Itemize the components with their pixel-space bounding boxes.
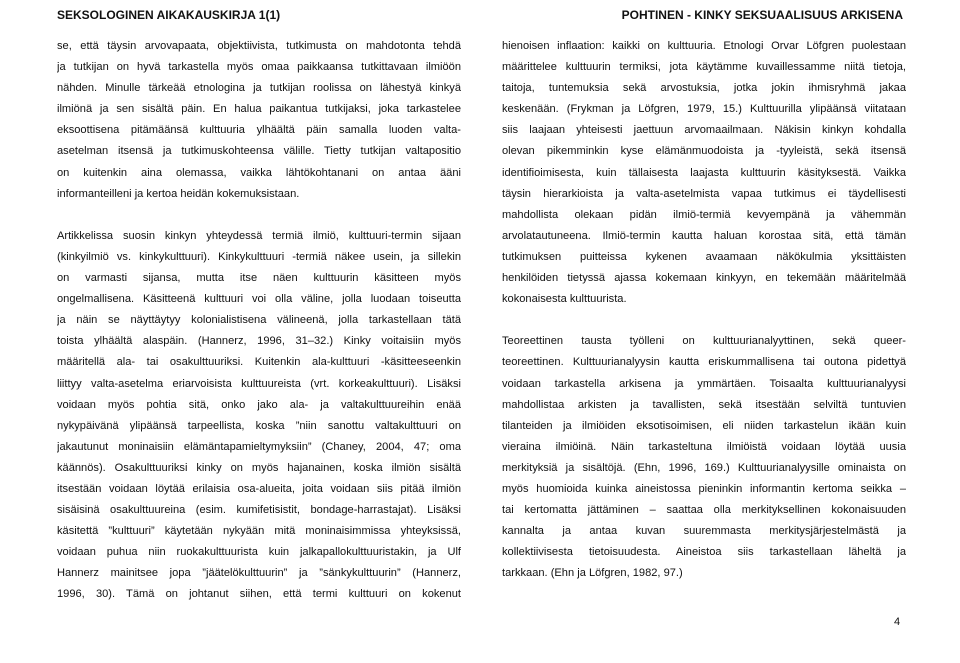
text-line: nähden. Minulle tärkeää etnologina ja tutkijan roolissa on lähestyä kinkyä (57, 82, 461, 95)
text-line: merkityksiä ja sisältöjä. (Ehn, 1996, 169.) Kulttuurianalyysille ominaista on (502, 461, 906, 474)
text-line: kollektiivisesta tietoisuudesta. Aineistoa siis tarkastellaan läheltä ja (502, 546, 906, 559)
text-line: eksoottisena pitämäänsä kulttuuria ylhäältä päin samalla luoden valta- (57, 124, 461, 137)
article-running-title: POHTINEN - KINKY SEKSUAALISUUS ARKISENA (621, 8, 903, 22)
text-line: itsestään voidaan löytää erilaisia osa-alueita, joita voidaan siis pitää ilmiön (57, 482, 461, 495)
text-line: tai kertomatta jättäminen – saattaa olla merkityksellinen kokonaisuuden (502, 504, 906, 517)
text-line: Teoreettinen tausta työlleni on kulttuurianalyyttinen, sekä queer- (502, 335, 906, 348)
text-line: ongelmallisena. Käsitteenä kulttuuri voi olla väline, jolla luodaan toiseutta (57, 293, 461, 306)
text-line: (kinkyilmiö vs. kinkykulttuuri). Kinkykulttuuri -termiä näkee usein, ja sillekin (57, 250, 461, 263)
text-line: voidaan tarkastella arkisena ja ymmärtäen. Toisaalta kulttuurianalyysi (502, 377, 906, 390)
text-line: sisäisinä osakulttuureina (esim. kumifetisistit, bondage-harrastajat). Lisäksi (57, 504, 461, 517)
text-line: kokonaisesta kulttuurista. (502, 293, 627, 306)
text-line: on kuitenkin aina olemassa, vaikka lähtökohtanani on antaa ääni (57, 166, 461, 179)
text-line: asetelman itsensä ja tutkimuskohteensa välille. Tietty tutkijan valtapositio (57, 145, 461, 158)
text-line: henkilöiden tietyssä ajassa kokemaan kinkyyn, en tekemään määritelmää (502, 272, 906, 285)
text-line: tilanteiden ja ilmiöiden eksotisoimisen, eli niiden tarkastelun ikään kuin (502, 419, 906, 432)
text-line: täysin hierarkioista ja valta-asetelmista vapaa tutkimus ei täydellisesti (502, 187, 906, 200)
text-line: siis laajaan yhteisesti jaettuun arvomaailmaan. Näkisin kinkyn kohdalla (502, 124, 906, 137)
text-line: mahdollistaa arkisten ja tavallisten, sekä itsestään selviltä tuntuvien (502, 398, 906, 411)
text-line: tutkimuksen puitteissa kykenen avaamaan näkökulmia yksittäisten (502, 250, 906, 263)
text-line: arvolatautuneena. Ilmiö-termin kautta haluan korostaa sitä, että tämän (502, 229, 906, 242)
paragraph-gap (502, 310, 906, 331)
text-line: ilmiönä ja sen sisältä päin. En halua paikantua tutkijaksi, joka tarkastelee (57, 103, 461, 116)
text-line: määrittelee kulttuurin termiksi, jota käytämme kuvaillessamme niitä tietoja, (502, 61, 906, 74)
text-line: identifioimisesta, kuin tällaisesta laajasta kulttuurin käsityksestä. Vaikka (502, 166, 906, 179)
text-line: ja tutkijan on hyvä tarkastella myös omaa paikkaansa tutkittavaan ilmiöön (57, 61, 461, 74)
text-line: teoreettinen. Kulttuurianalyysin kautta eriskummallisena tai outona pidettyä (502, 356, 906, 369)
text-line: toista ylhäältä alaspäin. (Hannerz, 1996, 31–32.) Kinky voitaisiin myös (57, 335, 461, 348)
text-line: vieraina ilmiöinä. Näin tarkasteltuna ilmiöistä voidaan löytää uusia (502, 440, 906, 453)
text-line: nykypäivänä ylipäänsä tarpeellista, koska ”niin sanottu valtakulttuuri on (57, 419, 461, 432)
running-header (57, 8, 903, 22)
text-line: 1996, 30). Tämä on johtanut siihen, että termi kulttuuri on kokenut (57, 588, 461, 601)
text-line: jakautunut moninaisiin elämäntapamieltymyksiin” (Chaney, 2004, 47; oma (57, 440, 461, 453)
text-line: käsitettä ”kulttuuri” käytetään nykyään mitä moninaisimmissa yhteyksissä, (57, 525, 461, 538)
text-line: taitoja, tuntemuksia sekä arvostuksia, jotka jokin ihmisryhmä jakaa (502, 82, 906, 95)
text-line: ja näin se näyttäytyy kolonialistisena välineenä, jolla tarkastellaan tätä (57, 314, 461, 327)
journal-title: SEKSOLOGINEN AIKAKAUSKIRJA 1(1) (57, 8, 281, 22)
page-number: 4 (894, 616, 901, 628)
text-line: mahdollista olekaan pidän ilmiö-termiä kevyempänä ja vähemmän (502, 208, 906, 221)
text-line: voidaan puhua niin ruokakulttuurista kuin jalkapallokulttuuristakin, ja Ulf (57, 546, 461, 559)
text-line: liittyy valta-asetelma eriarvoisista kulttuureista (vrt. korkeakulttuuri). Lisäksi (57, 377, 461, 390)
text-line: kannalta ja antaa kuvan suuremmasta merkitysjärjestelmästä ja (502, 525, 906, 538)
text-line: se, että täysin arvovapaata, objektiivista, tutkimusta on mahdotonta tehdä (57, 40, 461, 52)
text-line: määritellä ala- tai osakulttuuriksi. Kuitenkin ala-kulttuuri -käsitteeseenkin (57, 356, 461, 369)
text-line: informanteilleni ja kertoa heidän kokemuksistaan. (57, 187, 300, 200)
text-line: olevan pikemminkin kyse elämänmuodoista ja -tyyleistä, sekä itsensä (502, 145, 906, 158)
text-line: myös huomioida kuinka aineistossa pieninkin informantin kertoma seikka – (502, 482, 906, 495)
right-text-column (502, 36, 906, 584)
text-line: Hannerz mainitsee jopa ”jäätelökulttuurin” ja ”sänkykulttuurin” (Hannerz, (57, 567, 461, 580)
text-line: tarkkaan. (Ehn ja Löfgren, 1982, 97.) (502, 567, 683, 580)
text-line: voidaan myös pohtia sitä, onko jako ala- ja valtakulttuureihin enää (57, 398, 461, 411)
text-line: käännös). Osakulttuuriksi kinky on myös hajanainen, koska ilmiön sisältä (57, 461, 461, 474)
text-line: hienoisen inflaation: kaikki on kulttuuria. Etnologi Orvar Löfgren puolestaan (502, 40, 906, 52)
text-line: keskenään. (Frykman ja Löfgren, 1979, 15.) Kulttuurilla ylipäänsä viitataan (502, 103, 906, 116)
left-text-column (57, 36, 461, 606)
paragraph-gap (57, 205, 461, 226)
text-line: on varmasti sijansa, mutta itse näen kulttuurin käsitteen myös (57, 272, 461, 285)
text-line: Artikkelissa suosin kinkyn yhteydessä termiä ilmiö, kulttuuri-termin sijaan (57, 229, 461, 242)
